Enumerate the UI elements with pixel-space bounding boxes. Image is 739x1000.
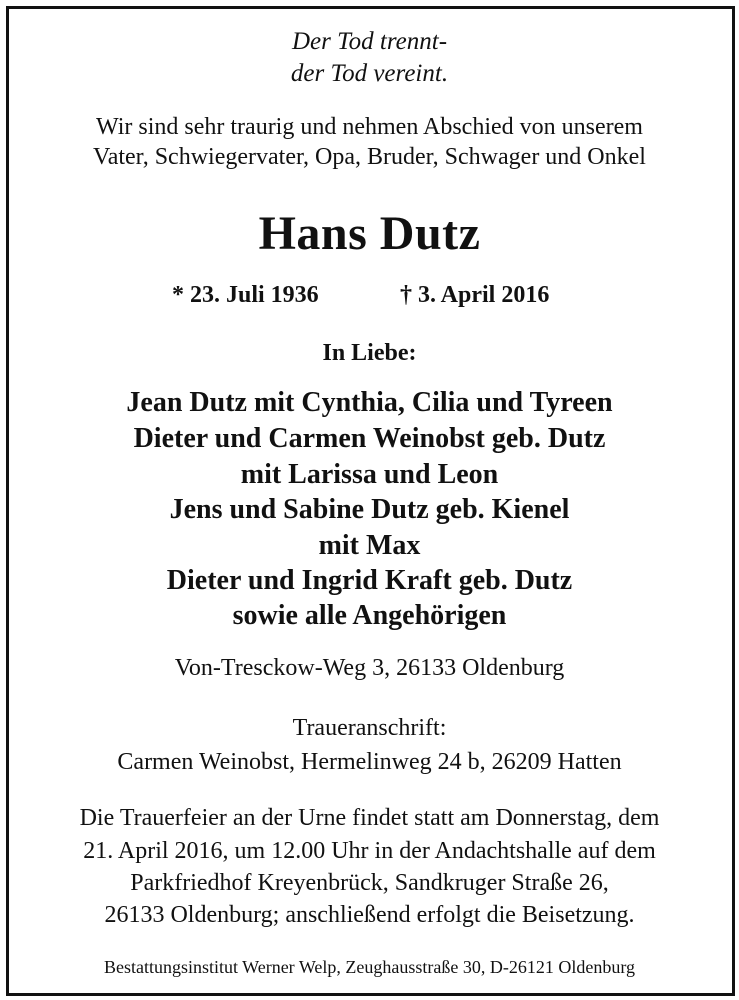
family-line-7: sowie alle Angehörigen <box>232 600 507 631</box>
intro-line-1: Wir sind sehr traurig und nehmen Abschied von unserem <box>96 114 643 140</box>
birth-date: * 23. Juli 1936 <box>172 282 319 308</box>
in-love-heading: In Liebe: <box>322 340 417 366</box>
family-line-1: Jean Dutz mit Cynthia, Cilia und Tyreen <box>126 387 613 418</box>
intro-line-2: Vater, Schwiegervater, Opa, Bruder, Schwager und Onkel <box>93 144 646 170</box>
family-line-4: Jens und Sabine Dutz geb. Kienel <box>169 494 570 525</box>
family-line-3: mit Larissa und Leon <box>240 459 499 490</box>
family-line-6: Dieter und Ingrid Kraft geb. Dutz <box>166 565 573 596</box>
ceremony-line-2: 21. April 2016, um 12.00 Uhr in der Andachtshalle auf dem <box>83 838 656 864</box>
family-line-5: mit Max <box>318 530 421 561</box>
life-dates <box>0 282 739 312</box>
funeral-home: Bestattungsinstitut Werner Welp, Zeughausstraße 30, D-26121 Oldenburg <box>103 957 636 977</box>
ceremony-line-3: Parkfriedhof Kreyenbrück, Sandkruger Straße 26, <box>130 870 609 896</box>
family-address: Von-Tresckow-Weg 3, 26133 Oldenburg <box>174 655 565 681</box>
ceremony-line-1: Die Trauerfeier an der Urne findet statt am Donnerstag, dem <box>79 805 660 831</box>
death-date: † 3. April 2016 <box>400 282 550 308</box>
motto-line-2: der Tod vereint. <box>290 60 449 87</box>
mourning-address: Carmen Weinobst, Hermelinweg 24 b, 26209 Hatten <box>117 749 622 775</box>
mourning-address-label: Traueranschrift: <box>292 715 447 741</box>
family-line-2: Dieter und Carmen Weinobst geb. Dutz <box>133 423 606 454</box>
motto-line-1: Der Tod trennt- <box>291 28 448 55</box>
ceremony-line-4: 26133 Oldenburg; anschließend erfolgt die Beisetzung. <box>104 902 635 928</box>
deceased-name: Hans Dutz <box>258 207 481 260</box>
